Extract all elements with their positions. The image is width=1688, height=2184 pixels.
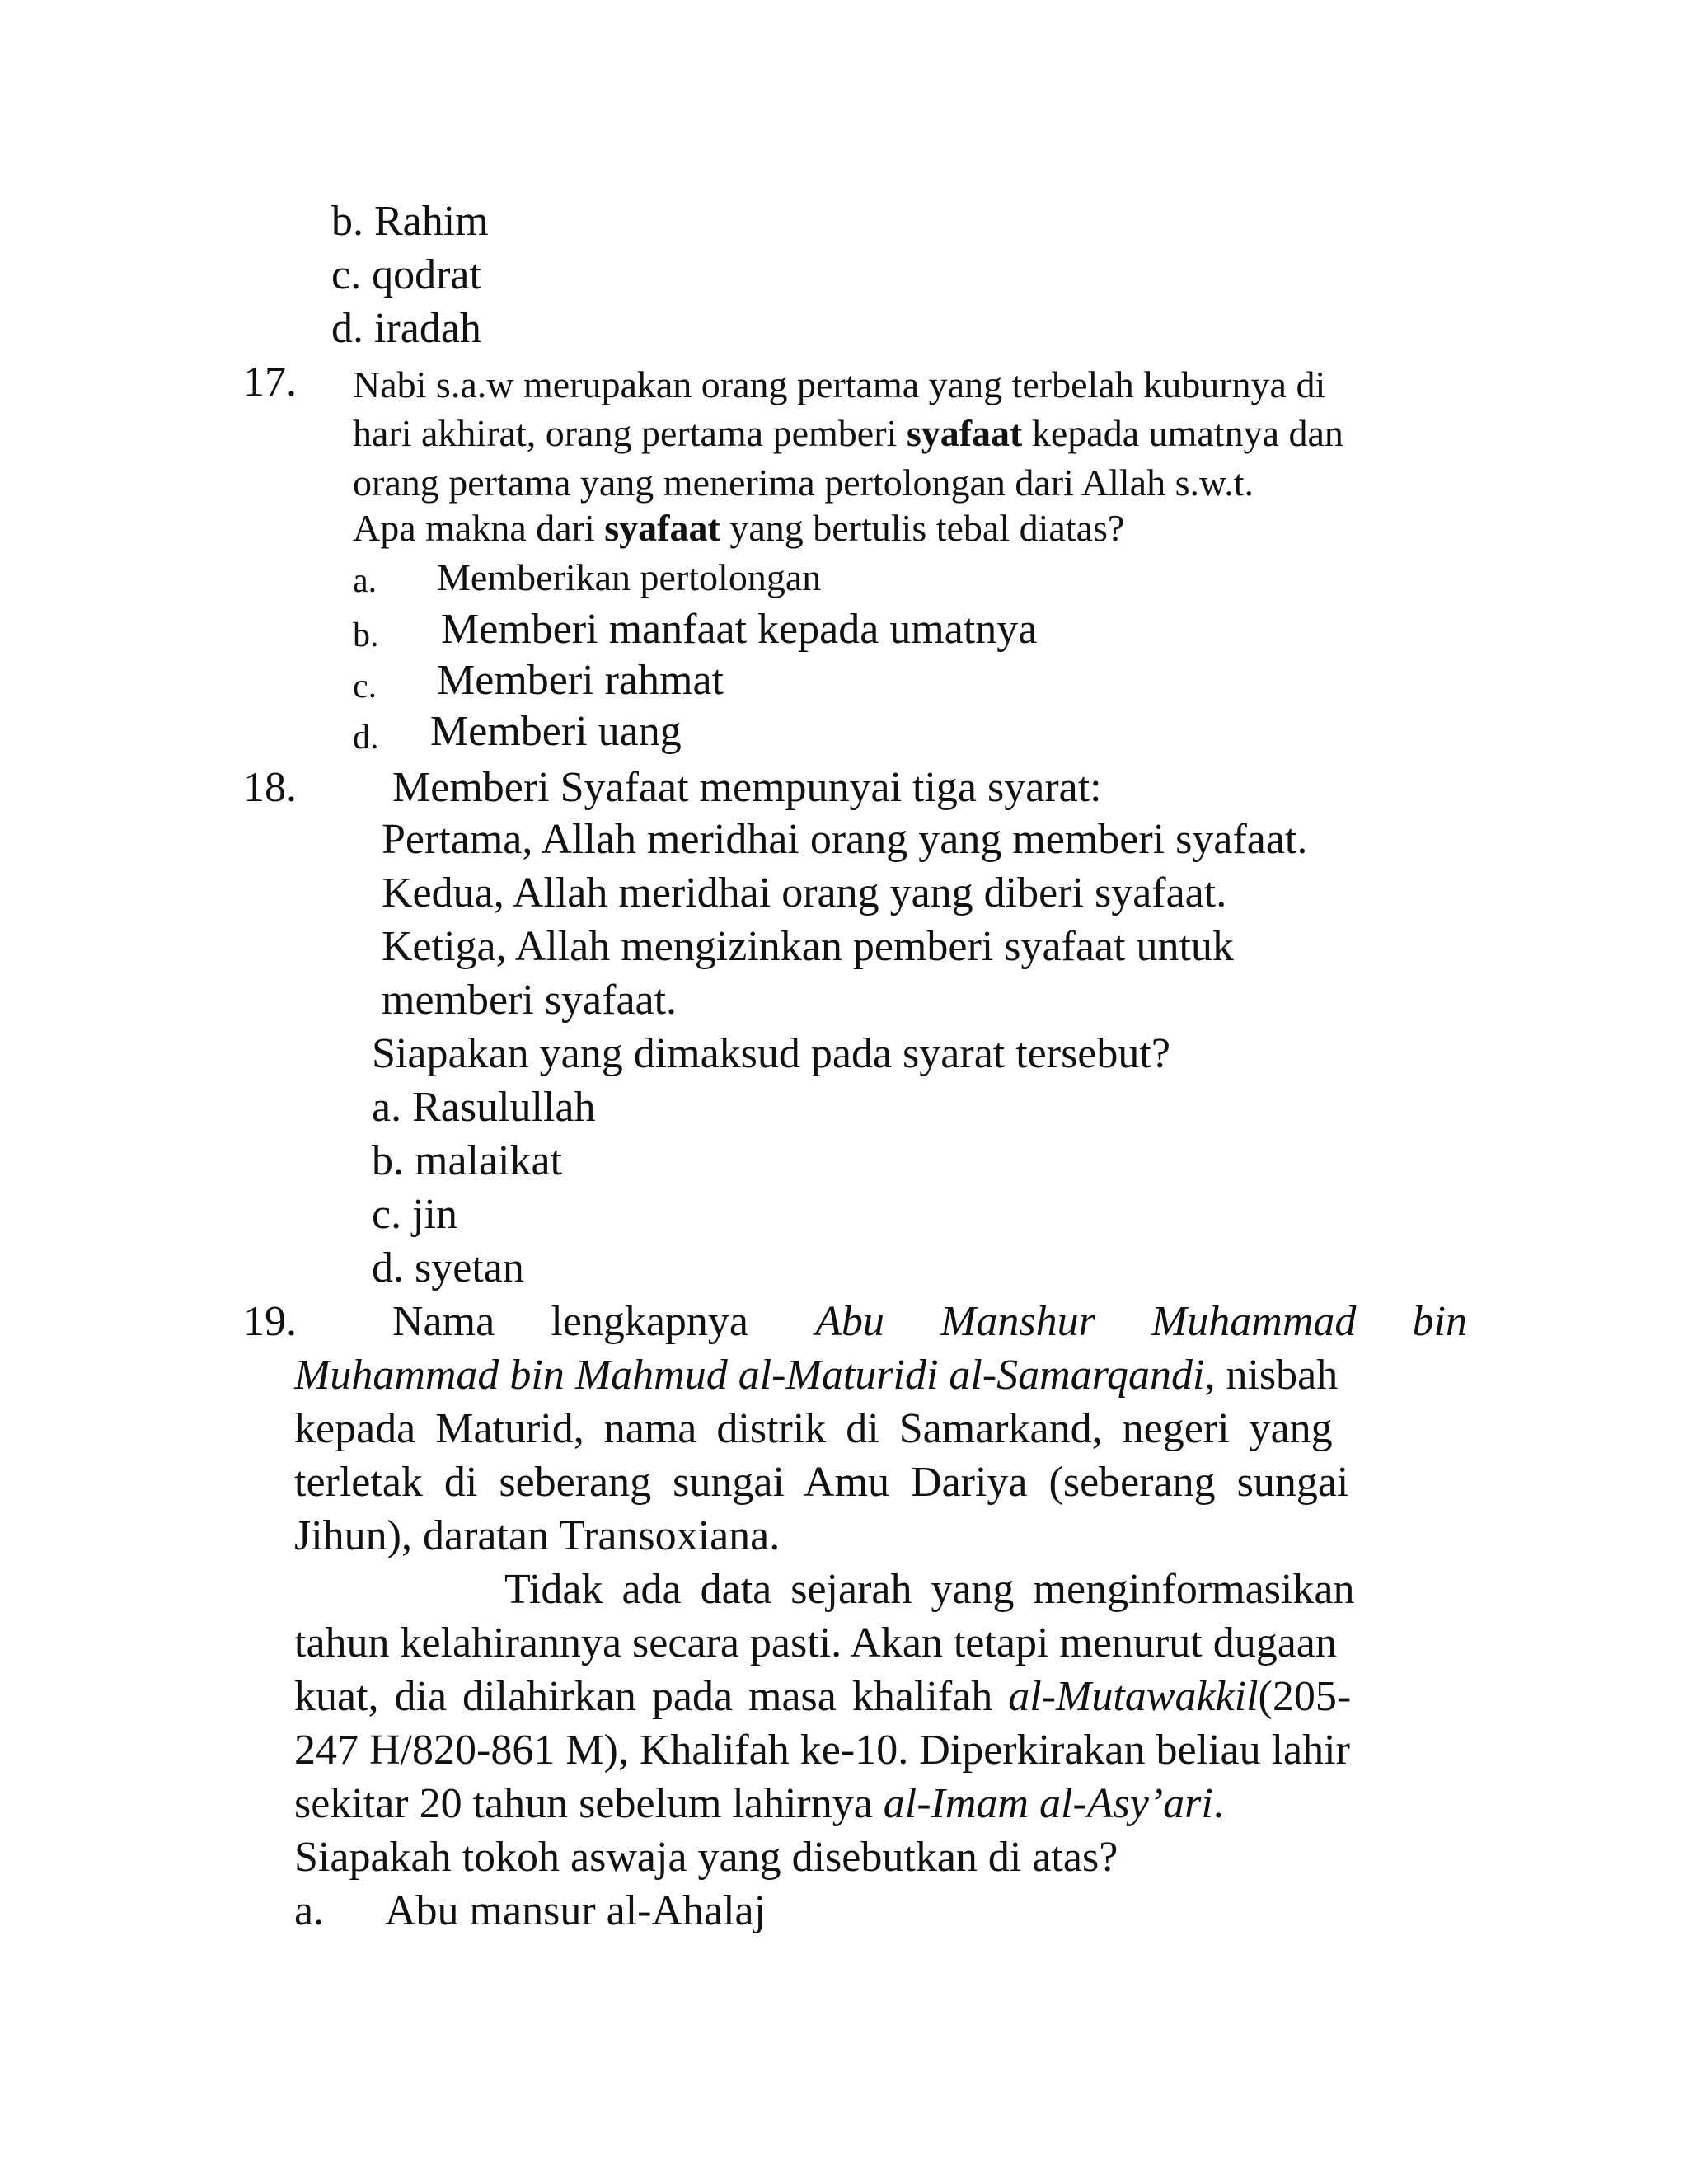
q19-word-1: Nama	[392, 1298, 495, 1345]
q17-question-end: yang bertulis tebal diatas?	[720, 507, 1125, 549]
q19-line-5: Jihun), daratan Transoxiana.	[294, 1512, 781, 1559]
q19-full-name: Muhammad bin Mahmud al-Maturidi al-Samarqandi	[294, 1352, 1205, 1399]
q18-condition-3: Ketiga, Allah mengizinkan pemberi syafaat untuk	[382, 923, 1234, 970]
q19-paragraph-2-line-2: tahun kelahirannya secara pasti. Akan tetapi menurut dugaan	[294, 1619, 1337, 1666]
q19-khalifah-name: al-Mutawakkil	[1008, 1673, 1259, 1720]
q17-line-2-start: hari akhirat, orang pertama pemberi	[353, 412, 907, 454]
q19-paragraph-2-line-1: Tidak ada data sejarah yang menginformasikan	[504, 1566, 1355, 1613]
q19-paragraph-2-line-4: 247 H/820-861 M), Khalifah ke-10. Diperkirakan beliau lahir	[294, 1727, 1350, 1774]
q19-imam-name: al-Imam al-Asy’ari	[883, 1780, 1213, 1827]
q19-line-4: terletak di seberang sungai Amu Dariya (seberang sungai	[294, 1459, 1349, 1506]
q19-line-2-rest: , nisbah	[1204, 1352, 1339, 1399]
q17-number: 17.	[243, 359, 297, 405]
q19-p2-l3-start: kuat, dia dilahirkan pada masa khalifah	[294, 1673, 1009, 1720]
q18-option-c: c. jin	[372, 1191, 457, 1238]
q18-condition-3-cont: memberi syafaat.	[382, 977, 678, 1024]
q17-question-start: Apa makna dari	[353, 507, 605, 549]
q17-text-line-3: orang pertama yang menerima pertolongan dari Allah s.w.t.	[353, 462, 1254, 504]
q18-condition-1: Pertama, Allah meridhai orang yang memberi syafaat.	[382, 816, 1308, 863]
q19-option-a-letter: a.	[294, 1887, 325, 1934]
q17-question	[353, 509, 1124, 547]
q19-paragraph-2-line-5	[294, 1780, 1224, 1827]
q19-number: 19.	[243, 1298, 297, 1345]
q18-intro: Memberi Syafaat mempunyai tiga syarat:	[392, 764, 1102, 811]
q17-option-c-letter: c.	[353, 668, 377, 705]
q19-word-2: lengkapnya	[551, 1298, 759, 1345]
q17-option-c-text: Memberi rahmat	[437, 657, 724, 704]
q16-option-d: d. iradah	[331, 305, 481, 352]
q19-word-3: Abu	[815, 1298, 884, 1345]
q17-option-a-text: Memberikan pertolongan	[437, 556, 822, 598]
q19-word-4: Manshur	[940, 1298, 1095, 1345]
q19-line-2	[294, 1354, 1338, 1397]
q19-p2-l5-end: .	[1212, 1780, 1224, 1827]
q18-question: Siapakan yang dimaksud pada syarat tersebut?	[372, 1030, 1170, 1077]
q19-word-6: bin	[1412, 1298, 1467, 1345]
q19-paragraph-2-line-3	[294, 1675, 1351, 1718]
q17-line-1-text: Nabi s.a.w merupakan orang pertama yang terbelah kuburnya di	[353, 363, 1326, 405]
q17-option-d-letter: d.	[353, 719, 379, 757]
q19-question: Siapakah tokoh aswaja yang disebutkan di atas?	[294, 1834, 1118, 1881]
q17-option-a-letter: a.	[353, 562, 377, 600]
q17-bold-term: syafaat	[906, 412, 1023, 454]
q18-option-a: a. Rasulullah	[372, 1084, 596, 1131]
q17-option-b-text: Memberi manfaat kepada umatnya	[441, 606, 1038, 653]
q17-text-line-1	[353, 363, 1467, 405]
q19-p2-l3-end: (205-	[1258, 1673, 1352, 1720]
q17-option-d-text: Memberi uang	[430, 708, 682, 755]
q18-condition-2: Kedua, Allah meridhai orang yang diberi syafaat.	[382, 869, 1227, 916]
q18-option-d: d. syetan	[372, 1244, 524, 1291]
q19-word-5: Muhammad	[1151, 1298, 1357, 1345]
q16-option-c: c. qodrat	[331, 251, 481, 298]
q16-option-b: b. Rahim	[331, 198, 489, 245]
q17-text-line-2	[353, 412, 1343, 454]
q19-line-1	[392, 1298, 1467, 1345]
q18-option-b: b. malaikat	[372, 1137, 563, 1184]
q17-question-bold-term: syafaat	[604, 507, 720, 549]
q19-option-a-text: Abu mansur al-Ahalaj	[385, 1887, 767, 1934]
q17-line-2-end: kepada umatnya dan	[1022, 412, 1343, 454]
q19-p2-l5-start: sekitar 20 tahun sebelum lahirnya	[294, 1780, 884, 1827]
q19-line-3: kepada Maturid, nama distrik di Samarkand, negeri yang	[294, 1405, 1333, 1452]
q18-number: 18.	[243, 764, 297, 811]
q17-option-b-letter: b.	[353, 616, 379, 654]
